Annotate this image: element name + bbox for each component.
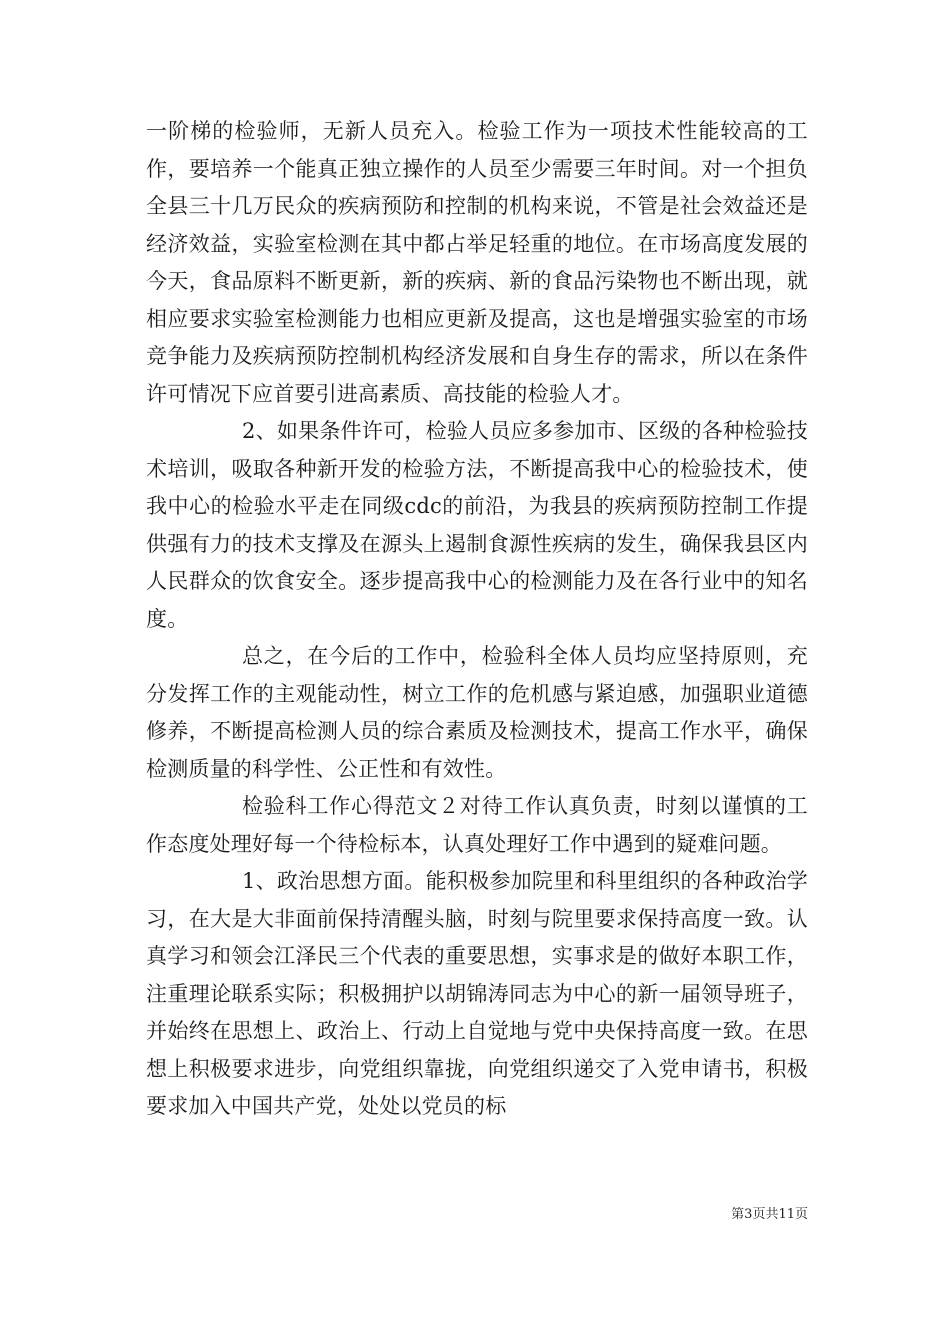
document-body — [146, 113, 808, 1126]
paragraph-2: 2、如果条件许可，检验人员应多参加市、区级的各种检验技术培训，吸取各种新开发的检验方法，不断提高我中心的检验技术，使我中心的检验水平走在同级cdc的前沿，为我县的疾病预防控制工作提供强有力的技术支撑及在源头上遏制食源性疾病的发生，确保我县区内人民群众的饮食安全。逐步提高我中心的检测能力及在各行业中的知名度。 — [146, 419, 808, 631]
page-number-footer: 第3页共11页 — [731, 1207, 808, 1222]
paragraph-4: 检验科工作心得范文２对待工作认真负责，时刻以谨慎的工作态度处理好每一个待检标本，认真处理好工作中遇到的疑难问题。 — [146, 794, 808, 856]
paragraph-1: 一阶梯的检验师，无新人员充入。检验工作为一项技术性能较高的工作，要培养一个能真正独立操作的人员至少需要三年时间。对一个担负全县三十几万民众的疾病预防和控制的机构来说，不管是社会效益还是经济效益，实验室检测在其中都占举足轻重的地位。在市场高度发展的今天，食品原料不断更新，新的疾病、新的食品污染物也不断出现，就相应要求实验室检测能力也相应更新及提高，这也是增强实验室的市场竞争能力及疾病预防控制机构经济发展和自身生存的需求，所以在条件许可情况下应首要引进高素质、高技能的检验人才。 — [146, 119, 808, 406]
paragraph-3: 总之，在今后的工作中，检验科全体人员均应坚持原则，充分发挥工作的主观能动性，树立工作的危机感与紧迫感，加强职业道德修养，不断提高检测人员的综合素质及检测技术，提高工作水平，确保检测质量的科学性、公正性和有效性。 — [146, 644, 808, 781]
paragraph-5: 1、政治思想方面。能积极参加院里和科里组织的各种政治学习，在大是大非面前保持清醒头脑，时刻与院里要求保持高度一致。认真学习和领会江泽民三个代表的重要思想，实事求是的做好本职工作，注重理论联系实际；积极拥护以胡锦涛同志为中心的新一届领导班子，并始终在思想上、政治上、行动上自觉地与党中央保持高度一致。在思想上积极要求进步，向党组织靠拢，向党组织递交了入党申请书，积极要求加入中国共产党，处处以党员的标 — [146, 869, 808, 1118]
